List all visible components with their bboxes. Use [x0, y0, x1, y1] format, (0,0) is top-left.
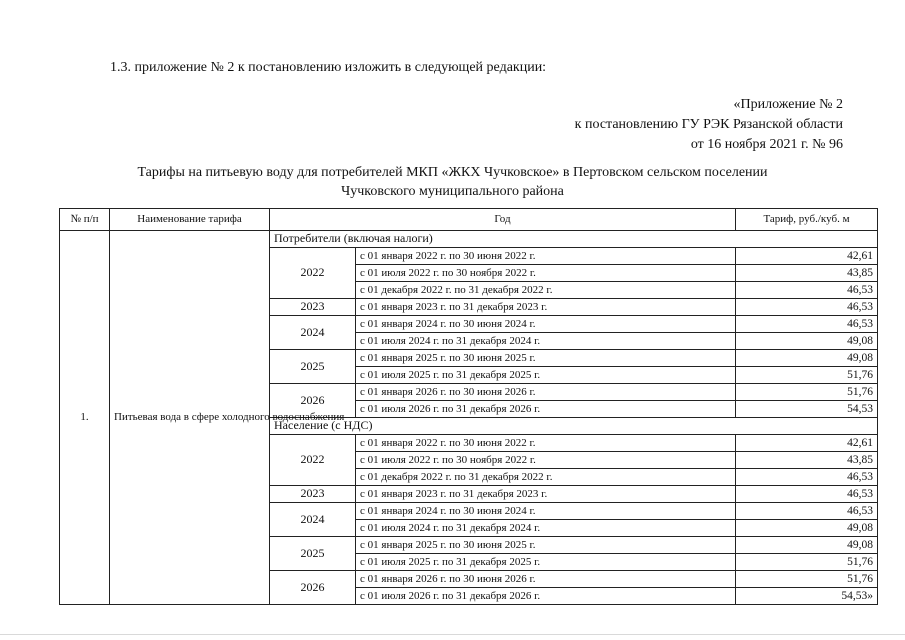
appendix-line-3: от 16 ноября 2021 г. № 96	[690, 137, 843, 152]
period-cell: с 01 января 2025 г. по 30 июня 2025 г.	[356, 537, 736, 554]
year-cell: 2023	[270, 486, 356, 503]
year-cell: 2022	[270, 435, 356, 486]
tariff-value: 43,85	[736, 452, 878, 469]
appendix-reference	[575, 95, 843, 155]
appendix-line-2: к постановлению ГУ РЭК Рязанской области	[574, 117, 843, 132]
year-cell: 2026	[270, 571, 356, 605]
header-year: Год	[270, 209, 736, 231]
tariff-value: 42,61	[736, 248, 878, 265]
tariff-value: 42,61	[736, 435, 878, 452]
table-body	[60, 231, 878, 605]
tariff-value: 49,08	[736, 333, 878, 350]
document-title	[0, 163, 905, 201]
period-cell: с 01 января 2025 г. по 30 июня 2025 г.	[356, 350, 736, 367]
tariff-value: 51,76	[736, 554, 878, 571]
year-cell: 2022	[270, 248, 356, 299]
tariff-value: 49,08	[736, 350, 878, 367]
period-cell: с 01 января 2024 г. по 30 июня 2024 г.	[356, 503, 736, 520]
appendix-line-1: «Приложение № 2	[733, 97, 843, 112]
intro-paragraph: 1.3. приложение № 2 к постановлению изложить в следующей редакции:	[110, 60, 547, 75]
group-label: Потребители (включая налоги)	[270, 231, 878, 248]
header-num: № п/п	[60, 209, 110, 231]
header-name: Наименование тарифа	[110, 209, 270, 231]
period-cell: с 01 июля 2026 г. по 31 декабря 2026 г.	[356, 588, 736, 605]
group-row	[60, 231, 878, 248]
period-cell: с 01 января 2023 г. по 31 декабря 2023 г.	[356, 486, 736, 503]
period-cell: с 01 января 2023 г. по 31 декабря 2023 г.	[356, 299, 736, 316]
period-cell: с 01 июля 2024 г. по 31 декабря 2024 г.	[356, 333, 736, 350]
tariff-value: 54,53	[736, 401, 878, 418]
period-cell: с 01 июля 2022 г. по 30 ноября 2022 г.	[356, 265, 736, 282]
tariff-value: 54,53»	[736, 588, 878, 605]
tariff-value: 46,53	[736, 486, 878, 503]
table-header-row	[60, 209, 878, 231]
period-cell: с 01 июля 2024 г. по 31 декабря 2024 г.	[356, 520, 736, 537]
period-cell: с 01 января 2026 г. по 30 июня 2026 г.	[356, 384, 736, 401]
period-cell: с 01 июля 2025 г. по 31 декабря 2025 г.	[356, 554, 736, 571]
group-label: Население (с НДС)	[270, 418, 878, 435]
year-cell: 2025	[270, 537, 356, 571]
year-cell: 2025	[270, 350, 356, 384]
title-line-1: Тарифы на питьевую воду для потребителей МКП «ЖКХ Чучковское» в Пертовском сельском поселении	[137, 165, 768, 180]
tariff-name: Питьевая вода в сфере холодного водоснабжения	[110, 231, 270, 605]
period-cell: с 01 января 2024 г. по 30 июня 2024 г.	[356, 316, 736, 333]
period-cell: с 01 января 2022 г. по 30 июня 2022 г.	[356, 435, 736, 452]
tariff-value: 46,53	[736, 316, 878, 333]
period-cell: с 01 декабря 2022 г. по 31 декабря 2022 г.	[356, 469, 736, 486]
tariff-table	[59, 208, 878, 605]
bottom-divider	[0, 634, 905, 635]
period-cell: с 01 июля 2025 г. по 31 декабря 2025 г.	[356, 367, 736, 384]
tariff-value: 46,53	[736, 503, 878, 520]
tariff-value: 43,85	[736, 265, 878, 282]
year-cell: 2024	[270, 316, 356, 350]
row-number: 1.	[60, 231, 110, 605]
tariff-value: 49,08	[736, 520, 878, 537]
period-cell: с 01 декабря 2022 г. по 31 декабря 2022 г.	[356, 282, 736, 299]
period-cell: с 01 января 2022 г. по 30 июня 2022 г.	[356, 248, 736, 265]
period-cell: с 01 января 2026 г. по 30 июня 2026 г.	[356, 571, 736, 588]
year-cell: 2023	[270, 299, 356, 316]
tariff-value: 51,76	[736, 571, 878, 588]
tariff-value: 46,53	[736, 469, 878, 486]
year-cell: 2024	[270, 503, 356, 537]
year-cell: 2026	[270, 384, 356, 418]
title-line-2: Чучковского муниципального района	[341, 184, 564, 199]
tariff-value: 51,76	[736, 384, 878, 401]
tariff-value: 46,53	[736, 282, 878, 299]
tariff-value: 51,76	[736, 367, 878, 384]
header-tariff: Тариф, руб./куб. м	[736, 209, 878, 231]
period-cell: с 01 июля 2022 г. по 30 ноября 2022 г.	[356, 452, 736, 469]
tariff-value: 46,53	[736, 299, 878, 316]
tariff-value: 49,08	[736, 537, 878, 554]
period-cell: с 01 июля 2026 г. по 31 декабря 2026 г.	[356, 401, 736, 418]
